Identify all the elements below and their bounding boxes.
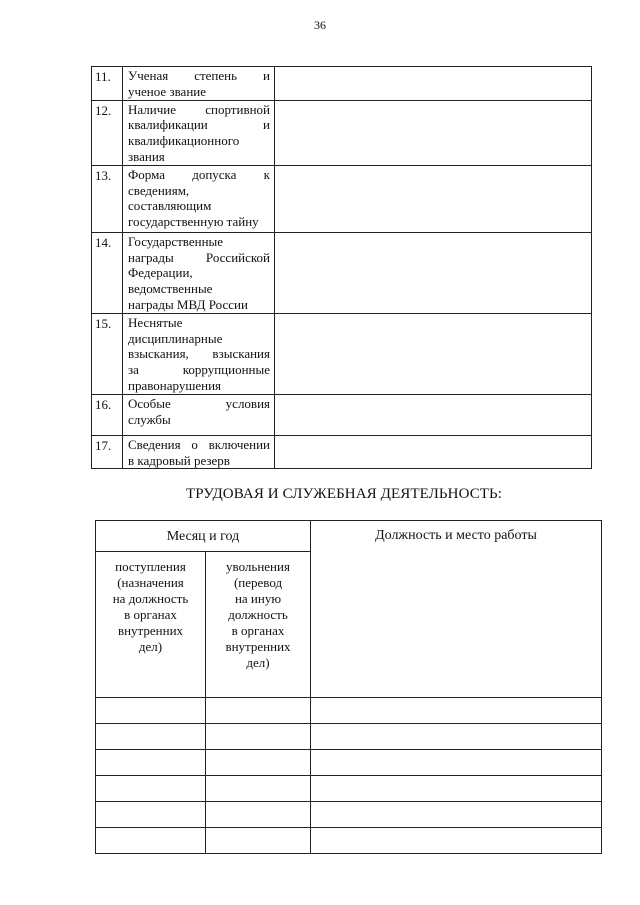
- row-label: Форма допуска к сведениям, составляющим государственную тайну: [123, 165, 275, 232]
- month-year-header: Месяц и год: [96, 521, 311, 552]
- dismissal-date-cell[interactable]: [206, 828, 311, 854]
- admission-date-cell[interactable]: [96, 698, 206, 724]
- position-cell[interactable]: [311, 724, 602, 750]
- admission-date-cell[interactable]: [96, 802, 206, 828]
- position-cell[interactable]: [311, 698, 602, 724]
- table-row: [92, 313, 592, 394]
- table-row: [96, 828, 602, 854]
- table-row: [96, 750, 602, 776]
- row-label: Особые условия службы: [123, 394, 275, 435]
- dismissal-date-cell[interactable]: [206, 802, 311, 828]
- row-number: 17.: [92, 435, 123, 469]
- questionnaire-table: [91, 66, 592, 469]
- position-cell[interactable]: [311, 828, 602, 854]
- position-header: Должность и место работы: [311, 521, 602, 698]
- row-label: Сведения о включении в кадровый резерв: [123, 435, 275, 469]
- row-number: 15.: [92, 313, 123, 394]
- position-cell[interactable]: [311, 776, 602, 802]
- row-value-field[interactable]: [275, 313, 592, 394]
- row-label: Наличие спортивной квалификации и квалификационного звания: [123, 100, 275, 165]
- table-row: [96, 802, 602, 828]
- table-row: [92, 394, 592, 435]
- work-history-table: [95, 520, 602, 854]
- admission-date-cell[interactable]: [96, 776, 206, 802]
- row-value-field[interactable]: [275, 100, 592, 165]
- table-row: [96, 698, 602, 724]
- row-value-field[interactable]: [275, 435, 592, 469]
- dismissal-date-cell[interactable]: [206, 698, 311, 724]
- admission-date-cell[interactable]: [96, 828, 206, 854]
- table-row: [92, 67, 592, 101]
- page-number: 36: [314, 18, 326, 32]
- row-number: 14.: [92, 232, 123, 313]
- table-row: [92, 165, 592, 232]
- row-label: Неснятые дисциплинарные взыскания, взыскания за коррупционные правонарушения: [123, 313, 275, 394]
- row-label: Государственные награды Российской Федерации, ведомственные награды МВД России: [123, 232, 275, 313]
- table-row: [96, 776, 602, 802]
- position-cell[interactable]: [311, 802, 602, 828]
- row-value-field[interactable]: [275, 67, 592, 101]
- row-value-field[interactable]: [275, 165, 592, 232]
- row-number: 11.: [92, 67, 123, 101]
- dismissal-date-cell[interactable]: [206, 724, 311, 750]
- table-row: [92, 232, 592, 313]
- admission-header: поступления (назначения на должность в органах внутренних дел): [96, 552, 206, 698]
- dismissal-date-cell[interactable]: [206, 776, 311, 802]
- row-number: 12.: [92, 100, 123, 165]
- row-label: Ученая степень и ученое звание: [123, 67, 275, 101]
- dismissal-header: увольнения (перевод на иную должность в органах внутренних дел): [206, 552, 311, 698]
- section-title: ТРУДОВАЯ И СЛУЖЕБНАЯ ДЕЯТЕЛЬНОСТЬ:: [185, 486, 503, 502]
- table-row: [96, 724, 602, 750]
- row-value-field[interactable]: [275, 394, 592, 435]
- admission-date-cell[interactable]: [96, 750, 206, 776]
- position-cell[interactable]: [311, 750, 602, 776]
- table-row: [92, 435, 592, 469]
- admission-date-cell[interactable]: [96, 724, 206, 750]
- row-number: 16.: [92, 394, 123, 435]
- table-row: [92, 100, 592, 165]
- dismissal-date-cell[interactable]: [206, 750, 311, 776]
- row-number: 13.: [92, 165, 123, 232]
- row-value-field[interactable]: [275, 232, 592, 313]
